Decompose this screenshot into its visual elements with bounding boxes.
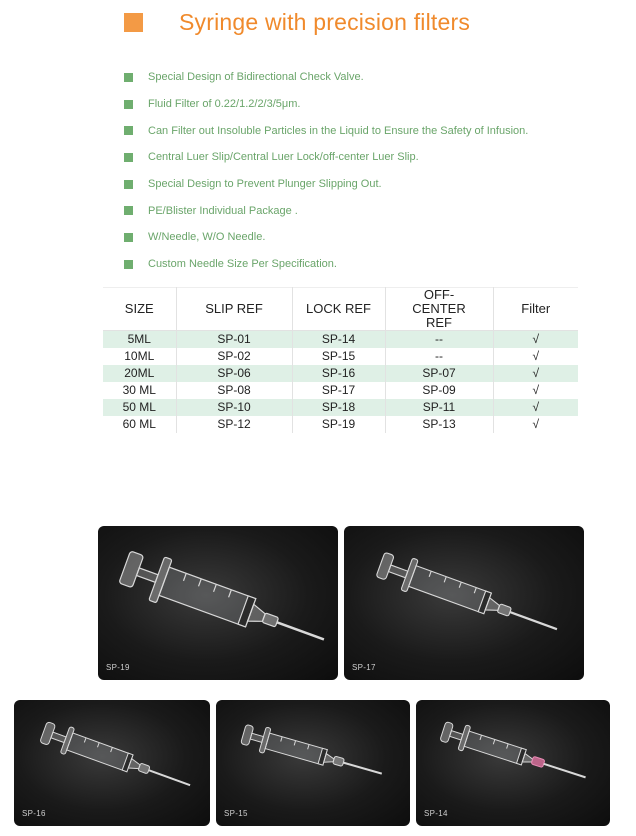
feature-text: Can Filter out Insoluble Particles in the Liquid to Ensure the Safety of Infusion. — [148, 124, 529, 137]
feature-item — [124, 171, 528, 198]
table-row — [103, 416, 578, 433]
syringe-illustration — [14, 700, 210, 826]
feature-text: Fluid Filter of 0.22/1.2/2/3/5μm. — [148, 98, 301, 111]
cell-off-center-ref: SP-07 — [385, 365, 493, 382]
table-row — [103, 399, 578, 416]
col-header-filter: Filter — [493, 288, 578, 331]
feature-text: Special Design of Bidirectional Check Valve. — [148, 71, 364, 84]
cell-off-center-ref: -- — [385, 348, 493, 365]
square-bullet-icon — [124, 233, 133, 242]
cell-size: 5ML — [103, 331, 176, 349]
title-square-icon — [124, 13, 143, 32]
cell-size: 20ML — [103, 365, 176, 382]
syringe-photo — [344, 526, 584, 680]
col-header-size: SIZE — [103, 288, 176, 331]
feature-item — [124, 197, 528, 224]
cell-slip-ref: SP-08 — [176, 382, 292, 399]
cell-slip-ref: SP-06 — [176, 365, 292, 382]
col-header-slip-ref: SLIP REF — [176, 288, 292, 331]
cell-lock-ref: SP-17 — [292, 382, 385, 399]
table-header-row — [103, 288, 578, 331]
feature-list — [124, 64, 528, 278]
cell-filter: √ — [493, 365, 578, 382]
square-bullet-icon — [124, 260, 133, 269]
syringe-illustration — [344, 526, 584, 680]
syringe-photo — [416, 700, 610, 826]
square-bullet-icon — [124, 126, 133, 135]
photo-caption: SP-14 — [424, 809, 448, 818]
syringe-photo — [14, 700, 210, 826]
spec-table — [103, 287, 578, 433]
cell-filter: √ — [532, 417, 540, 431]
photo-caption: SP-16 — [22, 809, 46, 818]
feature-text: Special Design to Prevent Plunger Slipping Out. — [148, 178, 382, 191]
cell-size: 30 ML — [103, 382, 176, 399]
cell-size: 10ML — [103, 348, 176, 365]
page-title: Syringe with precision filters — [179, 8, 471, 35]
photo-caption: SP-17 — [352, 663, 376, 672]
square-bullet-icon — [124, 153, 133, 162]
feature-text: PE/Blister Individual Package . — [148, 204, 298, 217]
table-row — [103, 365, 578, 382]
syringe-illustration — [98, 526, 338, 680]
feature-item — [124, 117, 528, 144]
syringe-photo — [216, 700, 410, 826]
title-block — [124, 10, 470, 34]
cell-lock-ref: SP-19 — [292, 416, 385, 433]
photo-caption: SP-19 — [106, 663, 130, 672]
cell-off-center-ref: SP-11 — [385, 399, 493, 416]
cell-filter: √ — [532, 349, 540, 363]
col-header-lock-ref: LOCK REF — [292, 288, 385, 331]
feature-item — [124, 251, 528, 278]
table-row — [103, 348, 578, 365]
cell-slip-ref: SP-02 — [176, 348, 292, 365]
cell-lock-ref: SP-18 — [292, 399, 385, 416]
cell-off-center-ref: -- — [385, 331, 493, 349]
col-header-off-center-ref: OFF-CENTER REF — [385, 288, 493, 331]
feature-text: Custom Needle Size Per Specification. — [148, 258, 337, 271]
square-bullet-icon — [124, 73, 133, 82]
cell-slip-ref: SP-12 — [176, 416, 292, 433]
table-row — [103, 331, 578, 349]
cell-filter: √ — [493, 399, 578, 416]
table-row — [103, 382, 578, 399]
cell-lock-ref: SP-16 — [292, 365, 385, 382]
photo-caption: SP-15 — [224, 809, 248, 818]
feature-item — [124, 144, 528, 171]
syringe-illustration — [416, 700, 610, 826]
cell-slip-ref: SP-01 — [176, 331, 292, 349]
syringe-photo — [98, 526, 338, 680]
cell-off-center-ref: SP-13 — [385, 416, 493, 433]
feature-item — [124, 224, 528, 251]
cell-size: 50 ML — [103, 399, 176, 416]
cell-lock-ref: SP-14 — [292, 331, 385, 349]
feature-item — [124, 64, 528, 91]
cell-size: 60 ML — [103, 416, 176, 433]
cell-lock-ref: SP-15 — [292, 348, 385, 365]
square-bullet-icon — [124, 100, 133, 109]
cell-filter: √ — [493, 331, 578, 349]
cell-filter: √ — [532, 383, 540, 397]
feature-text: W/Needle, W/O Needle. — [148, 231, 266, 244]
square-bullet-icon — [124, 180, 133, 189]
cell-slip-ref: SP-10 — [176, 399, 292, 416]
square-bullet-icon — [124, 206, 133, 215]
feature-text: Central Luer Slip/Central Luer Lock/off-center Luer Slip. — [148, 151, 419, 164]
feature-item — [124, 91, 528, 118]
syringe-illustration — [216, 700, 410, 826]
cell-off-center-ref: SP-09 — [385, 382, 493, 399]
